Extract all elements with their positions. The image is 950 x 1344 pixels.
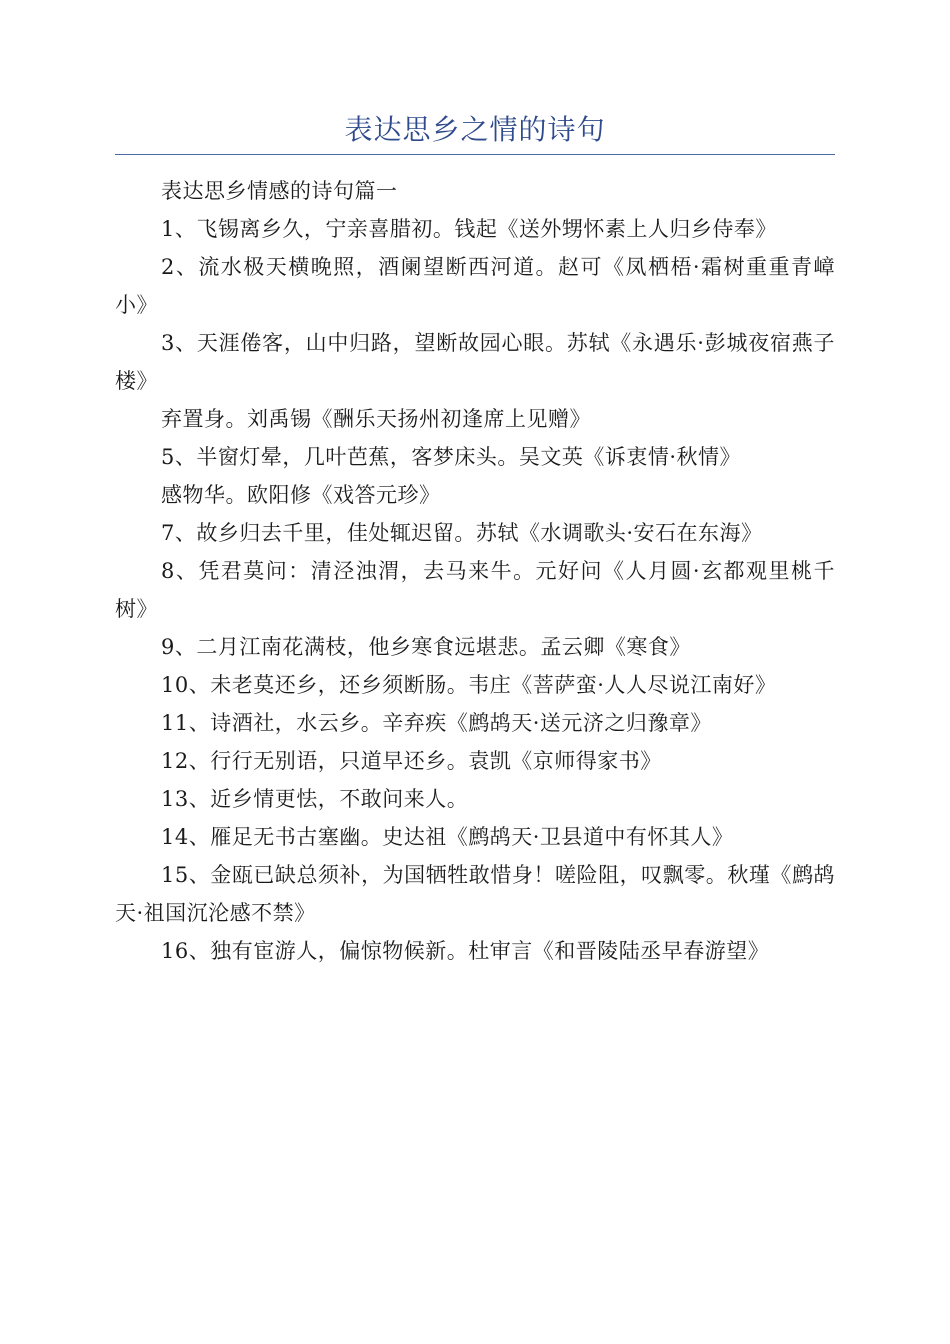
poem-line-9: 9、二月江南花满枝，他乡寒食远堪悲。孟云卿《寒食》	[161, 635, 691, 659]
title-underline	[115, 154, 835, 155]
poem-line-16: 16、独有宦游人，偏惊物候新。杜审言《和晋陵陆丞早春游望》	[161, 939, 770, 963]
poem-line-6: 感物华。欧阳修《戏答元珍》	[161, 483, 441, 507]
poem-line-12: 12、行行无别语，只道早还乡。袁凯《京师得家书》	[161, 749, 662, 773]
document-body	[115, 172, 835, 970]
poem-line-7: 7、故乡归去千里，佳处辄迟留。苏轼《水调歌头·安石在东海》	[161, 521, 763, 545]
document-title: 表达思乡之情的诗句	[344, 113, 606, 146]
poem-line-5: 5、半窗灯晕，几叶芭蕉，客梦床头。吴文英《诉衷情·秋情》	[161, 445, 742, 469]
poem-line-1: 1、飞锡离乡久，宁亲喜腊初。钱起《送外甥怀素上人归乡侍奉》	[161, 217, 777, 241]
poem-line-14: 14、雁足无书古塞幽。史达祖《鹧鸪天·卫县道中有怀其人》	[161, 825, 734, 849]
poem-line-8: 8、凭君莫问：清泾浊渭，去马来牛。元好问《人月圆·玄都观里桃千树》	[115, 559, 835, 621]
poem-line-2: 2、流水极天横晚照，酒阑望断西河道。赵可《凤栖梧·霜树重重青嶂小》	[115, 255, 835, 317]
poem-line-11: 11、诗酒社，水云乡。辛弃疾《鹧鸪天·送元济之归豫章》	[161, 711, 712, 735]
poem-line-3: 3、天涯倦客，山中归路，望断故园心眼。苏轼《永遇乐·彭城夜宿燕子楼》	[115, 331, 835, 393]
poem-line-15: 15、金瓯已缺总须补，为国牺牲敢惜身！嗟险阻，叹飘零。秋瑾《鹧鸪天·祖国沉沦感不禁》	[115, 863, 835, 925]
poem-line-4: 弃置身。刘禹锡《酬乐天扬州初逢席上见赠》	[161, 407, 591, 431]
poem-line-10: 10、未老莫还乡，还乡须断肠。韦庄《菩萨蛮·人人尽说江南好》	[161, 673, 777, 697]
section-heading: 表达思乡情感的诗句篇一	[161, 179, 398, 203]
poem-line-13: 13、近乡情更怯，不敢问来人。	[161, 787, 469, 811]
